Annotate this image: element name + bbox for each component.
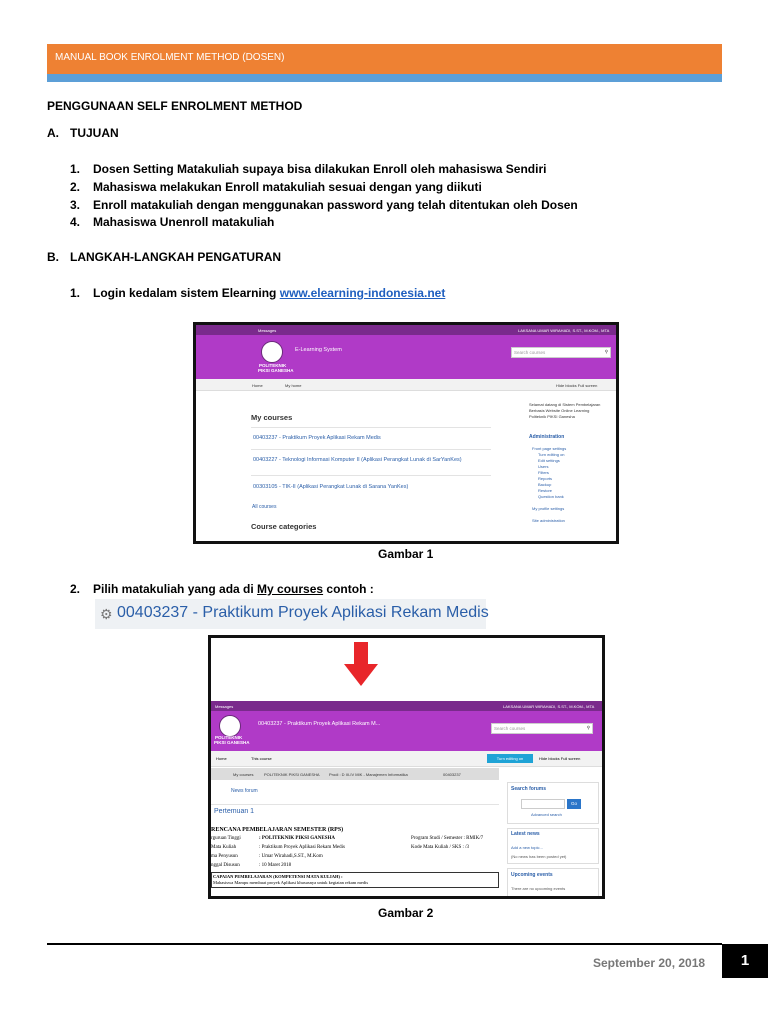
- welcome-text: Berbasis Website Online Learning: [529, 408, 590, 413]
- breadcrumb: [211, 768, 499, 780]
- tujuan-item: Mahasiswa Unenroll matakuliah: [93, 215, 275, 229]
- nav-home[interactable]: Home: [252, 383, 263, 388]
- divider: [251, 427, 491, 428]
- tujuan-item: Mahasiswa melakukan Enroll matakuliah sesuai dengan yang diikuti: [93, 180, 482, 194]
- rps-label: ma Penyusun: [211, 854, 238, 859]
- logo-line1: POLITEKNIK: [215, 735, 243, 740]
- moodle-header: [196, 335, 616, 379]
- tujuan-num: 4.: [70, 215, 81, 229]
- divider: [251, 475, 491, 476]
- add-topic-link[interactable]: Add a new topic...: [511, 845, 543, 850]
- admin-item[interactable]: Front page settings: [532, 446, 567, 451]
- course-link[interactable]: 00403227 - Teknologi Informasi Komputer II (Aplikasi Perangkat Lunak di SarYanKes): [253, 457, 462, 463]
- header-divider: [47, 74, 722, 82]
- divider: [211, 804, 499, 805]
- course-example-link[interactable]: 00403237 - Praktikum Proyek Aplikasi Rekam Medis: [117, 604, 489, 621]
- header-bar: [47, 44, 722, 74]
- rps-value: : Praktikum Proyek Aplikasi Rekam Medis: [259, 845, 345, 850]
- rps-right: Kode Mata Kuliah / SKS : /3: [411, 845, 470, 850]
- messages-label[interactable]: Messages: [215, 704, 234, 709]
- breadcrumb-item[interactable]: My courses: [233, 772, 254, 777]
- nav-home[interactable]: Home: [216, 756, 227, 761]
- my-courses-underlined: My courses: [257, 582, 324, 596]
- admin-item[interactable]: Restore: [538, 488, 553, 493]
- moodle-nav: [211, 751, 602, 767]
- admin-item[interactable]: Backup: [538, 482, 552, 487]
- rps-value: : POLITEKNIK PIKSI GANESHA: [259, 836, 335, 841]
- admin-item[interactable]: Filters: [538, 470, 549, 475]
- search-icon[interactable]: ⚲: [604, 349, 608, 354]
- section-title: PENGGUNAAN SELF ENROLMENT METHOD: [47, 99, 303, 113]
- footer-date: September 20, 2018: [593, 956, 706, 970]
- course-link[interactable]: 00303105 - TIK-II (Aplikasi Perangkat Lunak di Sarana YanKes): [253, 484, 409, 490]
- rps-value: : 10 Maret 2018: [259, 863, 292, 868]
- course-categories-heading: Course categories: [251, 522, 317, 531]
- nav-this-course[interactable]: This course: [251, 756, 272, 761]
- rps-heading: RENCANA PEMBELAJARAN SEMESTER (RPS): [211, 827, 344, 833]
- course-icon: ⚙: [100, 606, 113, 622]
- administration-heading: Administration: [529, 434, 565, 440]
- search-input[interactable]: [511, 347, 611, 358]
- site-name: E-Learning System: [295, 347, 342, 353]
- screenshot-gambar-2: [208, 635, 605, 899]
- footer-divider: [47, 943, 722, 945]
- nav-hide-blocks[interactable]: Hide blocks Full screen: [556, 383, 598, 388]
- caption-gambar-2: Gambar 2: [378, 906, 434, 920]
- no-events-text: There are no upcoming events: [511, 886, 566, 891]
- step2-text: [93, 582, 374, 596]
- logo-icon: [219, 715, 241, 737]
- list-b-title: LANGKAH-LANGKAH PENGATURAN: [70, 250, 282, 264]
- welcome-text: Politeknik PIKSI Ganesha: [529, 414, 575, 419]
- moodle-topbar: [196, 325, 616, 335]
- moodle-nav: [196, 379, 616, 391]
- step1-num: 1.: [70, 286, 81, 300]
- course-link[interactable]: 00403237 - Praktikum Proyek Aplikasi Rekam Medis: [253, 435, 381, 441]
- capaian-text: Mahasiswa Mampu membuat proyek Aplikasi khususnya untuk kegiatan rekam medis: [213, 880, 369, 885]
- pertemuan-heading: Pertemuan 1: [214, 808, 255, 815]
- upcoming-events-heading: Upcoming events: [511, 872, 553, 878]
- tujuan-item: Enroll matakuliah dengan menggunakan password yang telah ditentukan oleh Dosen: [93, 198, 578, 212]
- logo-icon: [261, 341, 283, 363]
- turn-editing-button[interactable]: Turn editing on: [487, 754, 533, 763]
- logo-line1: POLITEKNIK: [259, 363, 287, 368]
- latest-news-heading: Latest news: [511, 831, 540, 837]
- admin-item[interactable]: Reports: [538, 476, 553, 481]
- tujuan-num: 1.: [70, 162, 81, 176]
- search-placeholder: Search courses: [494, 726, 526, 731]
- breadcrumb-item: 00403237: [443, 772, 461, 777]
- rps-label: nggal Disusun: [211, 863, 240, 868]
- course-title-example: [95, 599, 489, 629]
- breadcrumb-item[interactable]: POLITEKNIK PIKSI GANESHA: [264, 772, 320, 777]
- step1-text: [93, 286, 445, 300]
- divider: [251, 449, 491, 450]
- list-a-label: A.: [47, 126, 59, 140]
- caption-gambar-1: Gambar 1: [378, 547, 434, 561]
- breadcrumb-item[interactable]: Prodi : D III-IV MIK - Manajemen Informatika: [329, 772, 408, 777]
- rps-label: Mata Kuliah: [211, 845, 237, 850]
- step2-num: 2.: [70, 582, 81, 596]
- red-arrow-down-icon: [344, 642, 378, 686]
- list-b-label: B.: [47, 250, 59, 264]
- header-title: MANUAL BOOK ENROLMENT METHOD (DOSEN): [55, 52, 285, 63]
- page-number: 1: [722, 944, 768, 978]
- go-button[interactable]: Go: [567, 799, 581, 809]
- my-courses-heading: My courses: [251, 413, 293, 422]
- tujuan-num: 2.: [70, 180, 81, 194]
- logo-line2: PIKSI GANESHA: [214, 740, 250, 745]
- admin-item[interactable]: Turn editing on: [538, 452, 565, 457]
- search-input[interactable]: [491, 723, 593, 734]
- news-forum-link[interactable]: News forum: [231, 788, 258, 794]
- admin-item[interactable]: Users: [538, 464, 549, 469]
- tujuan-item: Dosen Setting Matakuliah supaya bisa dilakukan Enroll oleh mahasiswa Sendiri: [93, 162, 547, 176]
- nav-hide-blocks[interactable]: Hide blocks Full screen: [539, 756, 581, 761]
- search-placeholder: Search courses: [514, 350, 546, 355]
- user-name[interactable]: LAKSANA UMAR WIRAHADI, S.ST., M.KOM., MTA: [518, 328, 610, 333]
- admin-item[interactable]: Site administration: [532, 518, 565, 523]
- capaian-box: [211, 872, 499, 888]
- welcome-text: Selamat datang di Sistem Pembelajaran: [529, 402, 601, 407]
- rps-value: : Umar Wirahadi,S.ST., M.Kom: [259, 854, 323, 859]
- moodle-topbar: [211, 701, 602, 711]
- logo-line2: PIKSI GANESHA: [258, 368, 294, 373]
- screenshot-gambar-1: [193, 322, 619, 544]
- all-courses-link[interactable]: All courses: [252, 504, 277, 510]
- moodle-header: [211, 711, 602, 751]
- step1-label: Login kedalam sistem Elearning: [93, 286, 280, 300]
- messages-label[interactable]: Messages: [258, 328, 277, 333]
- rps-right: Program Studi / Semester : RMIK/7: [411, 836, 484, 841]
- tujuan-num: 3.: [70, 198, 81, 212]
- course-name: 00403237 - Praktikum Proyek Aplikasi Rekam M...: [258, 721, 381, 727]
- admin-item[interactable]: My profile settings: [532, 506, 565, 511]
- no-news-text: (No news has been posted yet): [511, 854, 567, 859]
- forum-search-input[interactable]: [521, 799, 565, 809]
- step2-post: contoh :: [323, 582, 374, 596]
- search-forums-heading: Search forums: [511, 786, 547, 792]
- list-a-title: TUJUAN: [70, 126, 119, 140]
- search-icon[interactable]: ⚲: [586, 725, 590, 730]
- rps-label: rguruan Tinggi: [211, 836, 241, 841]
- capaian-heading: CAPAIAN PEMBELAJARAN (KOMPETENSI MATA KULIAH) :: [213, 874, 343, 879]
- admin-item[interactable]: Edit settings: [538, 458, 560, 463]
- user-name[interactable]: LAKSANA UMAR WIRAHADI, S.ST., M.KOM., MTA: [503, 704, 595, 709]
- nav-my-home[interactable]: My home: [285, 383, 302, 388]
- elearning-link[interactable]: www.elearning-indonesia.net: [279, 286, 446, 300]
- advanced-search-link[interactable]: Advanced search: [531, 812, 562, 817]
- step2-pre: Pilih matakuliah yang ada di: [93, 582, 258, 596]
- admin-item[interactable]: Question bank: [538, 494, 564, 499]
